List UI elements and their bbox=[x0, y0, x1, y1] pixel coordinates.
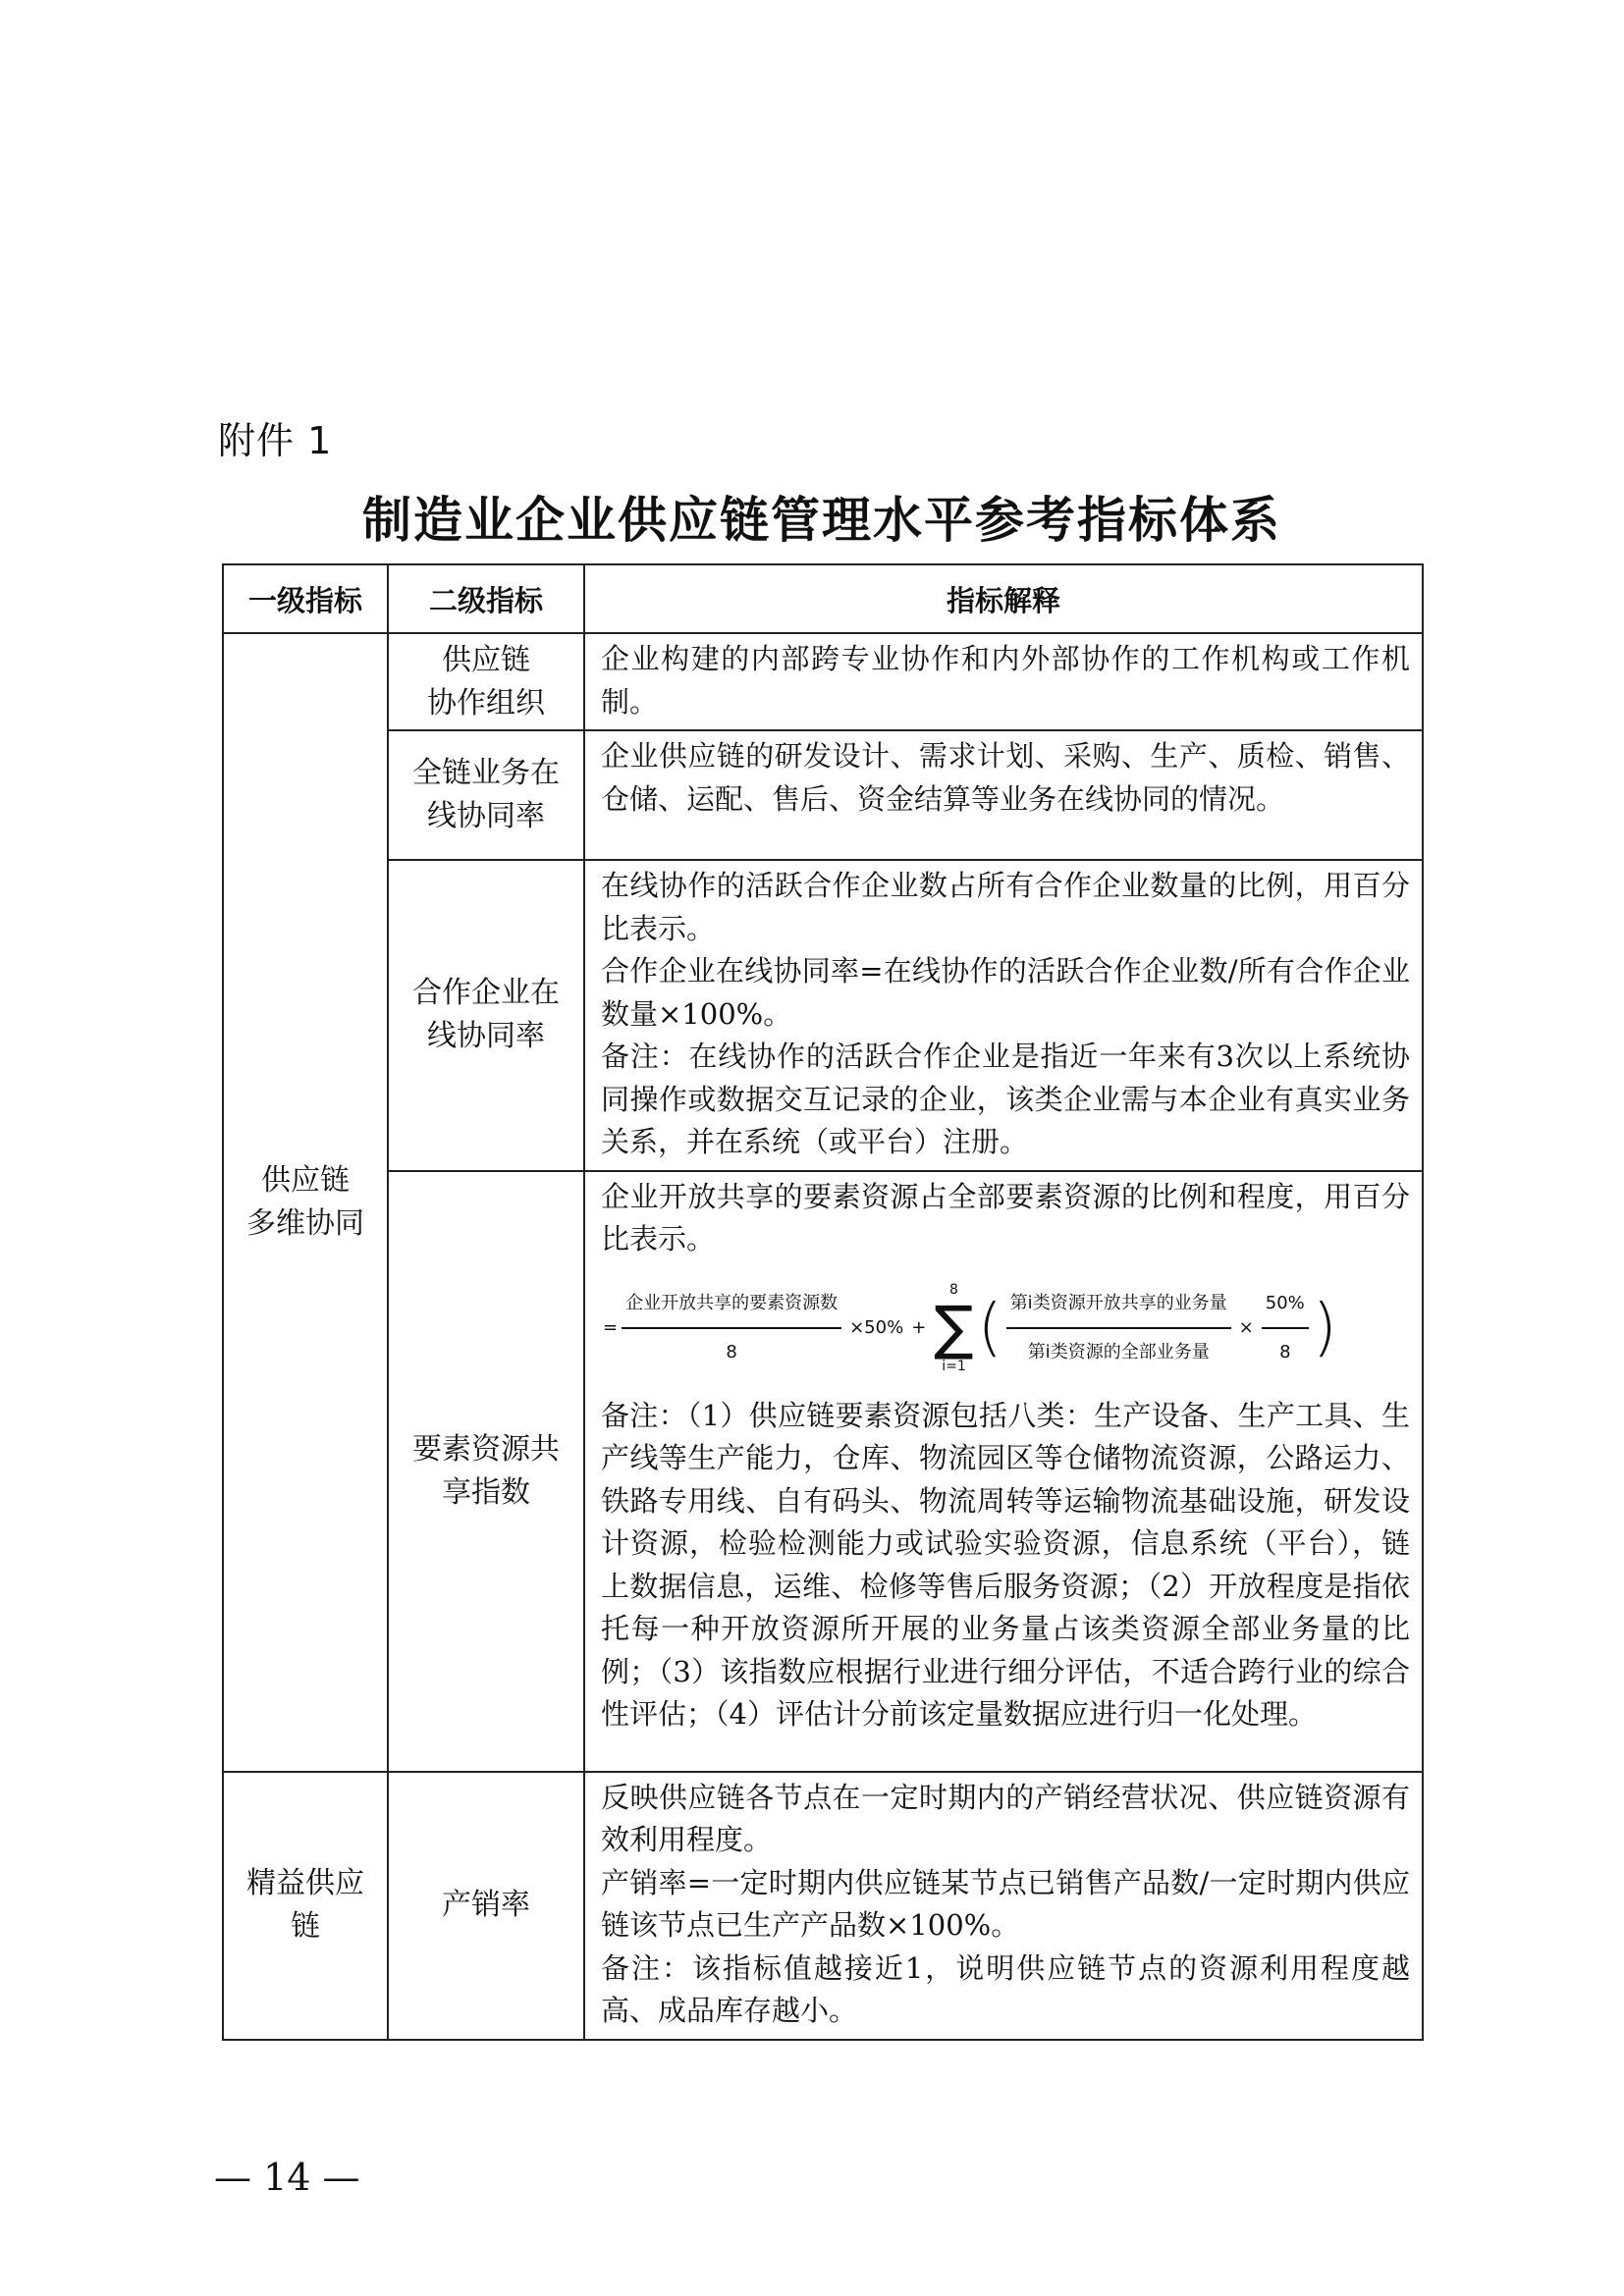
sum-lower-bound: i=1 bbox=[942, 1358, 966, 1374]
fraction-denominator: 8 bbox=[726, 1341, 737, 1362]
table-row bbox=[223, 633, 1423, 730]
note-paragraph: 备注：该指标值越接近1，说明供应链节点的资源利用程度越高、成品库存越小。 bbox=[601, 1950, 1410, 2027]
formula-plus: + bbox=[911, 1316, 927, 1338]
level2-cell: 合作企业在 线协同率 bbox=[388, 860, 584, 1171]
resource-sharing-formula bbox=[601, 1261, 1410, 1395]
header-level1: 一级指标 bbox=[223, 564, 388, 633]
sigma-glyph: ∑ bbox=[934, 1293, 974, 1362]
explanation-cell bbox=[584, 860, 1423, 1171]
explanation-cell bbox=[584, 633, 1423, 730]
fraction-denominator: 8 bbox=[1279, 1341, 1291, 1362]
formula-paragraph: 合作企业在线协同率=在线协作的活跃合作企业数/所有合作企业数量×100%。 bbox=[601, 954, 1410, 1031]
header-level2: 二级指标 bbox=[388, 564, 584, 633]
table-row bbox=[223, 1171, 1423, 1772]
table-row bbox=[223, 860, 1423, 1171]
attachment-label: 附件 1 bbox=[218, 419, 333, 462]
note-paragraph: 备注：（1）供应链要素资源包括八类：生产设备、生产工具、生产线等生产能力，仓库、物流园区等仓储物流资源，公路运力、铁路专用线、自有码头、物流周转等运输物流基础设施，研发设计资源，检验检测能力或试验实验资源，信息系统（平台），链上数据信息，运维、检修等售后服务资源；（2）开放程度是指依托每一种开放资源所开展的业务量占该类资源全部业务量的比例；（3）该指数应根据行业进行细分评估，不适合跨行业的综合性评估；（4）评估计分前该定量数据应进行归一化处理。 bbox=[601, 1398, 1410, 1731]
explanation-paragraph: 反映供应链各节点在一定时期内的产销经营状况、供应链资源有效利用程度。 bbox=[601, 1780, 1410, 1856]
table-header-row bbox=[223, 564, 1423, 633]
formula-fraction bbox=[1006, 1282, 1231, 1373]
formula-fraction bbox=[1262, 1282, 1309, 1373]
fraction-numerator: 企业开放共享的要素资源数 bbox=[622, 1282, 841, 1329]
table-row bbox=[223, 730, 1423, 860]
level2-cell: 供应链 协作组织 bbox=[388, 633, 584, 730]
right-paren-icon: ) bbox=[1312, 1291, 1337, 1364]
level2-cell: 产销率 bbox=[388, 1772, 584, 2040]
explanation-paragraph: 企业构建的内部跨专业协作和内外部协作的工作机构或工作机制。 bbox=[601, 642, 1410, 719]
indicator-table bbox=[222, 563, 1424, 2041]
formula-times-percent: ×50% bbox=[849, 1316, 904, 1338]
page-number: — 14 — bbox=[214, 2156, 360, 2199]
note-paragraph: 备注：在线协作的活跃合作企业是指近一年来有3次以上系统协同操作或数据交互记录的企业，该类企业需与本企业有真实业务关系，并在系统（或平台）注册。 bbox=[601, 1040, 1410, 1158]
explanation-cell bbox=[584, 1171, 1423, 1772]
level1-cell: 供应链 多维协同 bbox=[223, 633, 388, 1772]
times-icon: × bbox=[1238, 1316, 1254, 1338]
level1-cell: 精益供应 链 bbox=[223, 1772, 388, 2040]
sum-upper-bound: 8 bbox=[949, 1281, 958, 1298]
fraction-denominator: 第i类资源的全部业务量 bbox=[1027, 1341, 1210, 1362]
level2-cell: 要素资源共 享指数 bbox=[388, 1171, 584, 1772]
explanation-paragraph: 企业供应链的研发设计、需求计划、采购、生产、质检、销售、仓储、运配、售后、资金结算等业务在线协同的情况。 bbox=[601, 739, 1410, 816]
explanation-paragraph: 企业开放共享的要素资源占全部要素资源的比例和程度，用百分比表示。 bbox=[601, 1179, 1410, 1255]
table-row bbox=[223, 1772, 1423, 2040]
left-paren-icon: ( bbox=[977, 1291, 1002, 1364]
formula-paragraph: 产销率=一定时期内供应链某节点已销售产品数/一定时期内供应链该节点已生产产品数×100%。 bbox=[601, 1865, 1410, 1942]
formula-equals: = bbox=[603, 1316, 619, 1338]
fraction-numerator: 50% bbox=[1262, 1282, 1309, 1329]
level2-cell: 全链业务在 线协同率 bbox=[388, 730, 584, 860]
explanation-paragraph: 在线协作的活跃合作企业数占所有合作企业数量的比例，用百分比表示。 bbox=[601, 869, 1410, 945]
header-explanation: 指标解释 bbox=[584, 564, 1423, 633]
explanation-cell bbox=[584, 1772, 1423, 2040]
formula-fraction bbox=[622, 1282, 841, 1373]
explanation-cell bbox=[584, 730, 1423, 860]
fraction-numerator: 第i类资源开放共享的业务量 bbox=[1006, 1282, 1231, 1329]
document-title: 制造业企业供应链管理水平参考指标体系 bbox=[362, 492, 1281, 549]
sigma-icon bbox=[934, 1282, 973, 1374]
